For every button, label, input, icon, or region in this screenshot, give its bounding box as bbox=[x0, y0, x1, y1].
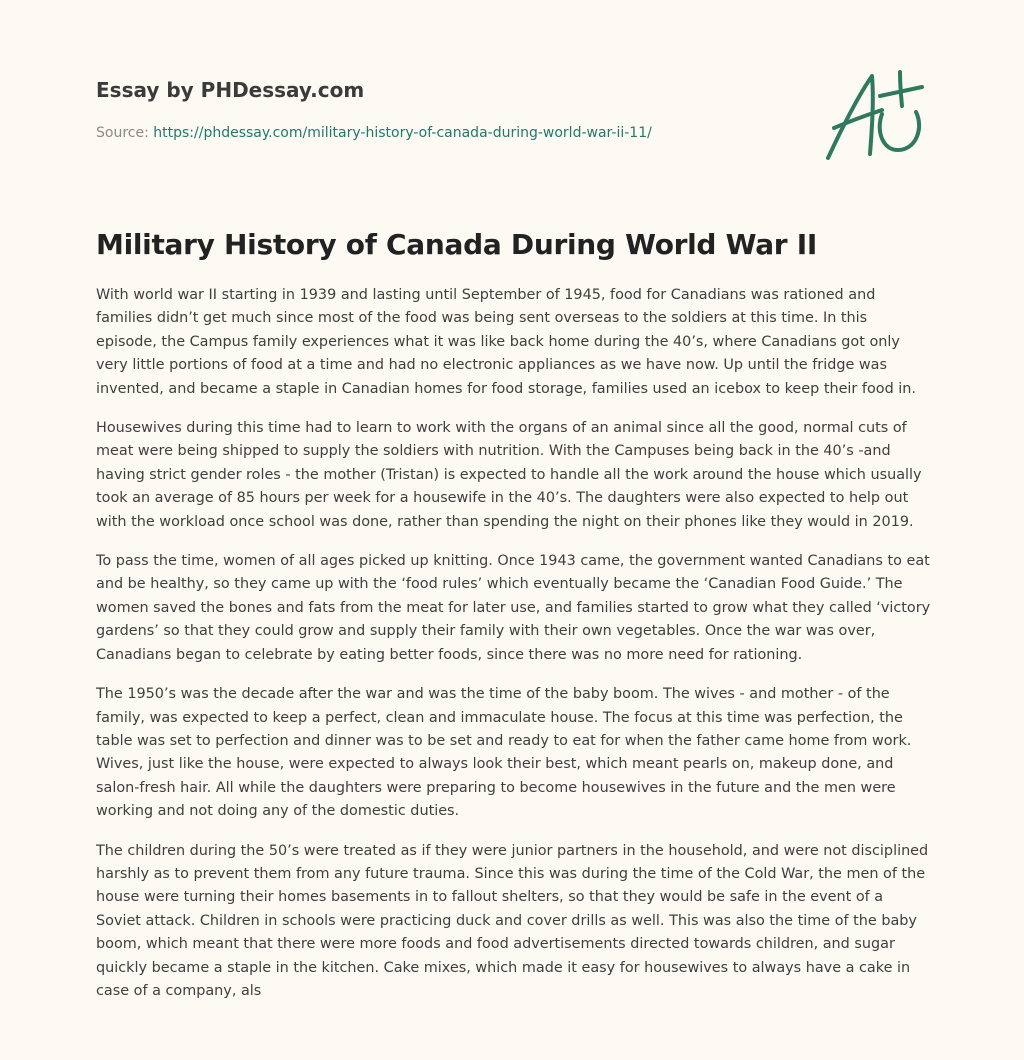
essay-title: Military History of Canada During World War II bbox=[96, 228, 817, 261]
source-link[interactable]: https://phdessay.com/military-history-of-canada-during-world-war-ii-11/ bbox=[153, 125, 652, 141]
essay-paragraph: The children during the 50’s were treated as if they were junior partners in the household, and were not disciplined harshly as to prevent them from any future trauma. Since this was during the time of the Cold War, the men of the house were turning their homes basements in to fallout shelters, so that they would be safe in the event of a Soviet attack. Children in schools were practicing duck and cover drills as well. This was also the time of the baby boom, which meant that there were more foods and food advertisements directed towards children, and sugar quickly became a staple in the kitchen. Cake mixes, which made it easy for housewives to always have a cake in case of a company, als bbox=[96, 842, 929, 999]
source-label: Source: bbox=[96, 125, 149, 141]
essay-paragraph: The 1950’s was the decade after the war and was the time of the baby boom. The wives - and mother - of the family, was expected to keep a perfect, clean and immaculate house. The focus at this time was perfection, the table was set to perfection and dinner was to be set and ready to eat for when the father came home from work. Wives, just like the house, were expected to always look their best, which meant pearls on, makeup done, and salon-fresh hair. All while the daughters were preparing to become housewives in the future and the men were working and not doing any of the domestic duties. bbox=[96, 686, 912, 820]
source-line bbox=[96, 124, 652, 142]
site-brand: Essay by PHDessay.com bbox=[96, 78, 365, 102]
page-header bbox=[96, 74, 796, 141]
essay-body bbox=[96, 284, 932, 1019]
essay-paragraph: Housewives during this time had to learn to work with the organs of an animal since all the good, normal cuts of meat were being shipped to supply the soldiers with nutrition. With the Campuses being back in the 40’s -and having strict gender roles - the mother (Tristan) is expected to handle all the work around the house which usually took an average of 85 hours per week for a housewife in the 40’s. The daughters were also expected to help out with the workload once school was done, rather than spending the night on their phones like they would in 2019. bbox=[96, 420, 922, 530]
essay-paragraph: With world war II starting in 1939 and lasting until September of 1945, food for Canadians was rationed and families didn’t get much since most of the food was being sent overseas to the soldiers at this time. In this episode, the Campus family experiences what it was like back home during the 40’s, where Canadians got only very little portions of food at a time and had no electronic appliances as we have now. Up until the fridge was invented, and became a staple in Canadian homes for food storage, families used an icebox to keep their food in. bbox=[96, 287, 916, 397]
a-plus-grade-icon bbox=[820, 66, 930, 166]
essay-paragraph: To pass the time, women of all ages picked up knitting. Once 1943 came, the government wanted Canadians to eat and be healthy, so they came up with the ‘food rules’ which eventually became the ‘Canadian Food Guide.’ The women saved the bones and fats from the meat for later use, and families started to grow what they called ‘victory gardens’ so that they could grow and supply their family with their own vegetables. Once the war was over, Canadians began to celebrate by eating better foods, since there was no more need for rationing. bbox=[96, 553, 931, 663]
